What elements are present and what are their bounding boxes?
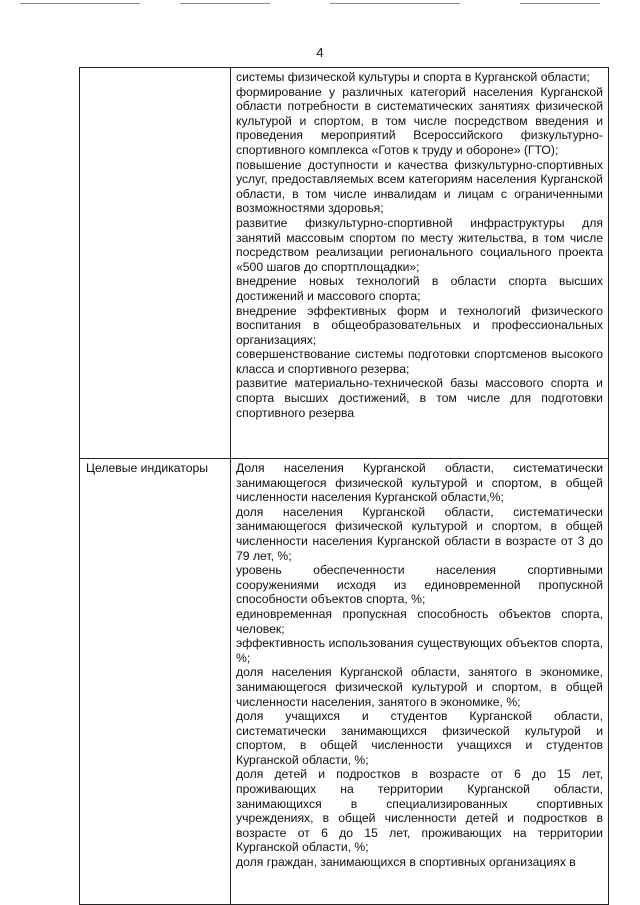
list-item: доля граждан, занимающихся в спортивных организациях в — [236, 855, 576, 870]
list-item: совершенствование системы подготовки спортсменов высокого класса и спортивного резерва; — [236, 347, 603, 376]
list-item: доля населения Курганской области, систематически занимающегося физической культурой и спортом, в общей численности населения Курганской области в возрасте от 3 до 79 лет, %; — [236, 504, 603, 563]
scan-edge-line — [180, 3, 270, 4]
list-item: доля населения Курганской области, занятого в экономике, занимающегося физической культурой и спортом, в общей численности населения, занятого в экономике, %; — [236, 665, 603, 709]
page-number: 4 — [316, 45, 324, 60]
list-item: эффективность использования существующих объектов спорта, %; — [236, 636, 603, 665]
scan-edge-line — [520, 3, 600, 4]
row-content — [231, 68, 609, 459]
list-item: уровень обеспеченности населения спортивными сооружениями исходя из единовременной пропускной способности объектов спорта, %; — [236, 563, 603, 607]
list-item: Доля населения Курганской области, систематически занимающегося физической культурой и спортом, в общей численности населения Курганской области,%; — [236, 461, 603, 505]
list-item: доля детей и подростков в возрасте от 6 до 15 лет, проживающих на территории Курганской области, занимающихся в специализированных спортивных учреждениях, в общей численности детей и подростков в возрасте от 6 до 15 лет, проживающих на территории Курганской области, %; — [236, 767, 603, 855]
list-item: повышение доступности и качества физкультурно-спортивных услуг, предоставляемых всем категориям населения Курганской области, в том числе инвалидам и лицам с ограниченными возможностями здоровья; — [236, 157, 603, 216]
row-label — [80, 68, 231, 459]
list-item: единовременная пропускная способность объектов спорта, человек; — [236, 606, 603, 636]
row-label: Целевые индикаторы — [80, 459, 231, 905]
list-item: формирование у различных категорий населения Курганской области потребности в систематических занятиях физической культурой и спортом, в том числе посредством введения и проведения мероприятий Всероссийского физкультурно-спортивного комплекса «Готов к труду и обороне» (ГТО); — [236, 84, 603, 157]
list-item: внедрение новых технологий в области спорта высших достижений и массового спорта; — [236, 274, 603, 303]
scan-edge-line — [330, 3, 460, 4]
list-item: внедрение эффективных форм и технологий физического воспитания в общеобразовательных и профессиональных организациях; — [236, 303, 603, 347]
list-item: доля учащихся и студентов Курганской области, систематически занимающихся физической культурой и спортом, в общей численности учащихся и студентов Курганской области, %; — [236, 709, 603, 767]
list-item: развитие физкультурно-спортивной инфраструктуры для занятий массовым спортом по месту жительства, в том числе посредством реализации регионального социального проекта «500 шагов до спортплощадки»; — [236, 215, 603, 274]
row-content — [231, 459, 609, 905]
list-item: системы физической культуры и спорта в Курганской области; — [236, 70, 590, 84]
list-item: развитие материально-технической базы массового спорта и спорта высших достижений, в том числе для подготовки спортивного резерва — [236, 376, 603, 420]
table-row-tasks — [80, 68, 609, 459]
passport-table — [79, 67, 609, 905]
table-row-indicators — [80, 459, 609, 905]
scan-edge-line — [20, 3, 140, 4]
